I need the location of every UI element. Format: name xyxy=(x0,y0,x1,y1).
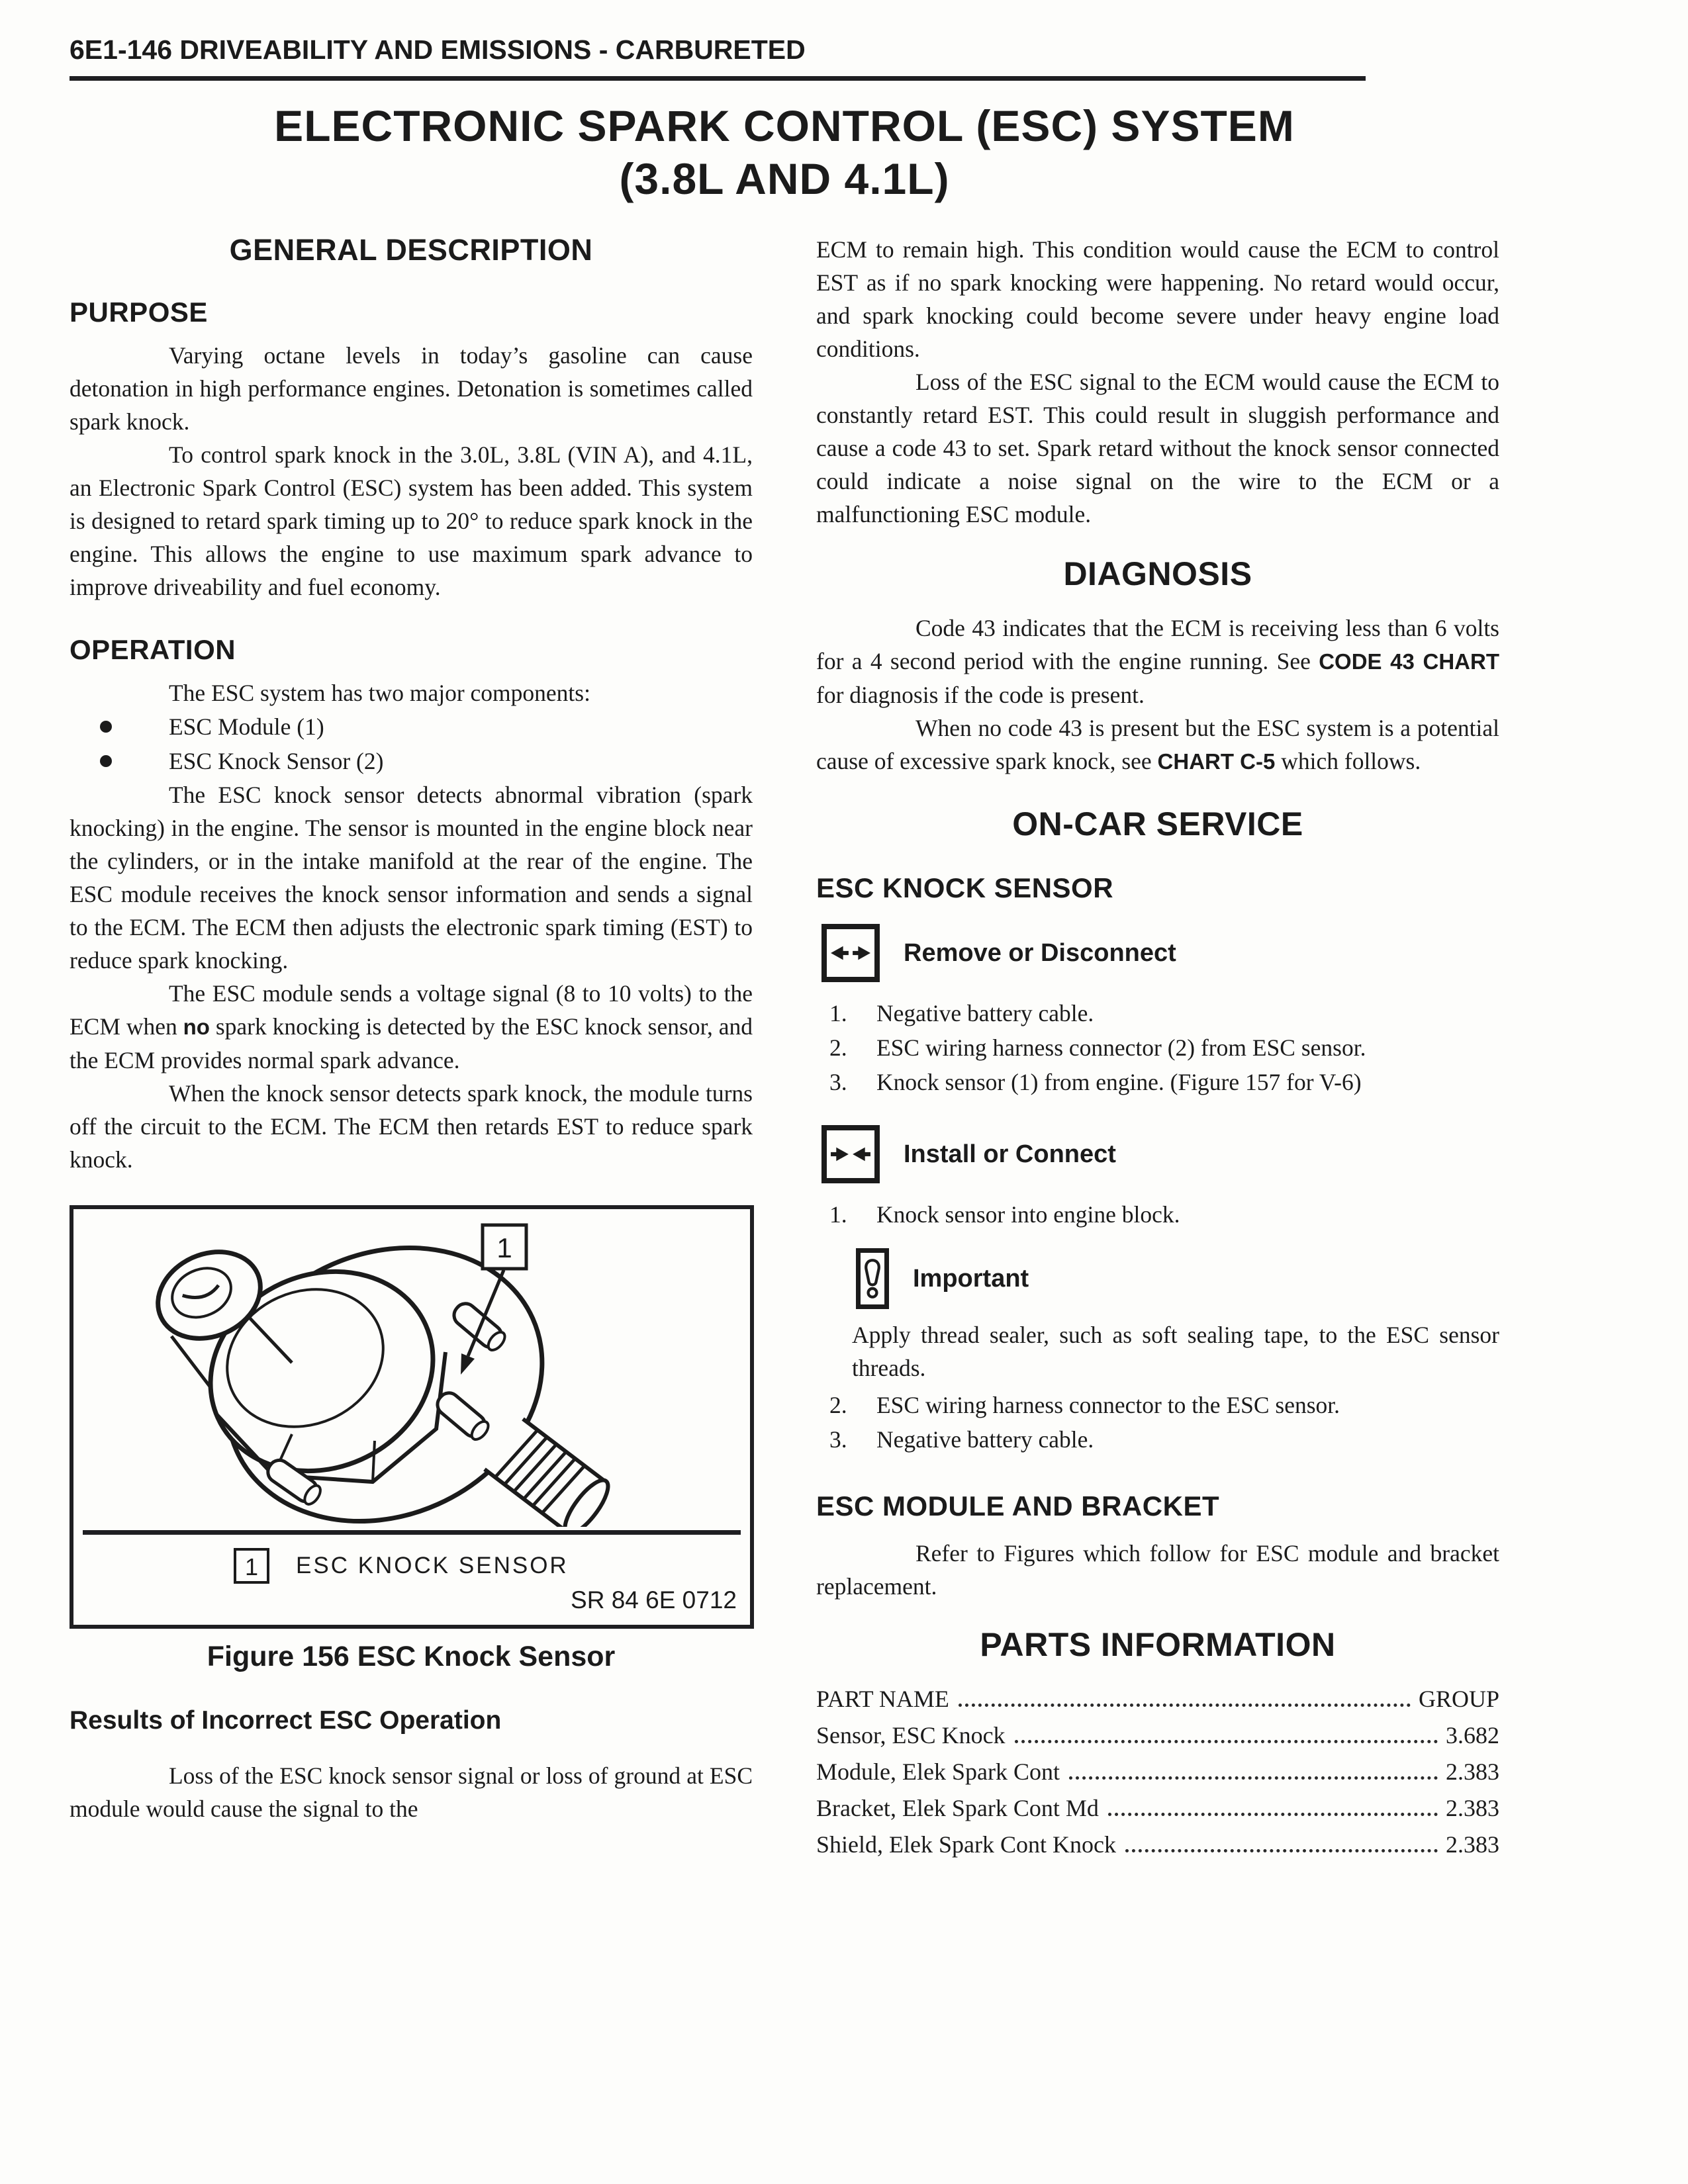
bullet-icon xyxy=(100,755,112,767)
parts-row xyxy=(816,1754,1499,1790)
step-number: 1. xyxy=(829,1000,847,1026)
step-text: Negative battery cable. xyxy=(876,1000,1094,1026)
legend-key-box: 1 xyxy=(234,1548,269,1584)
step-text: Knock sensor (1) from engine. (Figure 157 for V-6) xyxy=(876,1069,1362,1095)
part-name: Sensor, ESC Knock xyxy=(816,1722,1006,1749)
esc-module-bracket-heading: ESC MODULE AND BRACKET xyxy=(816,1490,1220,1522)
bullet-label: ESC Knock Sensor (2) xyxy=(169,748,384,774)
figure-caption: Figure 156 ESC Knock Sensor xyxy=(207,1641,616,1672)
parts-header-name: PART NAME xyxy=(816,1686,949,1712)
part-name: Bracket, Elek Spark Cont Md xyxy=(816,1795,1099,1821)
operation-intro: The ESC system has two major components: xyxy=(169,680,590,706)
text-run: When no code 43 is present but the ESC system is a potential cause of excessive spark knock, see xyxy=(816,715,1499,774)
esc-knock-sensor-heading: ESC KNOCK SENSOR xyxy=(816,872,1114,903)
purpose-paragraph-1: Varying octane levels in today’s gasoline can cause detonation in high performance engines. Detonation is sometimes called spark knock. xyxy=(70,342,753,435)
dotted-leader xyxy=(1069,1776,1438,1780)
step-text: Knock sensor into engine block. xyxy=(876,1201,1180,1228)
install-connect-row xyxy=(821,1125,1499,1183)
parts-table xyxy=(816,1681,1499,1863)
results-heading: Results of Incorrect ESC Operation xyxy=(70,1706,502,1735)
remove-step xyxy=(816,1066,1499,1099)
two-column-layout xyxy=(70,233,1499,1863)
text-run: spark knocking is detected by the ESC knock sensor, and the ECM provides normal spark advance. xyxy=(70,1013,753,1073)
module-paragraph: Refer to Figures which follow for ESC module and bracket replacement. xyxy=(816,1540,1499,1600)
text-run: The ESC module sends a voltage signal (8 to 10 volts) to the ECM when xyxy=(70,980,753,1040)
remove-disconnect-row xyxy=(821,924,1499,982)
figure-callout-number: 1 xyxy=(496,1232,512,1263)
page-title-line1: ELECTRONIC SPARK CONTROL (ESC) SYSTEM xyxy=(274,101,1295,150)
bullet-item xyxy=(70,709,753,744)
operation-heading: OPERATION xyxy=(70,634,236,665)
diagnosis-heading: DIAGNOSIS xyxy=(1063,555,1252,592)
part-name: Module, Elek Spark Cont xyxy=(816,1758,1060,1785)
step-number: 3. xyxy=(829,1426,847,1453)
step-number: 2. xyxy=(829,1392,847,1418)
emphasis-no: no xyxy=(183,1015,210,1039)
part-group: 2.383 xyxy=(1446,1758,1499,1785)
install-connect-label: Install or Connect xyxy=(904,1140,1116,1168)
part-group: 2.383 xyxy=(1446,1831,1499,1858)
dotted-leader xyxy=(1015,1740,1438,1743)
install-step xyxy=(816,1388,1499,1422)
page-title-line2: (3.8L AND 4.1L) xyxy=(619,154,950,203)
knock-sensor-illustration xyxy=(73,1216,747,1527)
parts-information-heading: PARTS INFORMATION xyxy=(980,1626,1336,1663)
remove-step xyxy=(816,997,1499,1030)
install-step xyxy=(816,1198,1499,1231)
dotted-leader xyxy=(1108,1813,1438,1816)
continuation-paragraph-1: ECM to remain high. This condition would cause the ECM to control EST as if no spark knocking were happening. No retard would occur, and spark knocking could become severe under heavy engine load conditions. xyxy=(816,236,1499,362)
right-column xyxy=(816,233,1499,1863)
step-text: ESC wiring harness connector to the ESC sensor. xyxy=(876,1392,1340,1418)
parts-row xyxy=(816,1717,1499,1754)
bullet-item xyxy=(70,744,753,778)
part-group: 2.383 xyxy=(1446,1795,1499,1821)
operation-paragraph-1: The ESC knock sensor detects abnormal vibration (spark knocking) in the engine. The sensor is mounted in the engine block near the cylinders, or in the intake manifold at the rear of the engine. The ESC module receives the knock sensor information and sends a signal to the ECM. The ECM then adjusts the electronic spark timing (EST) to reduce spark knocking. xyxy=(70,782,753,974)
diagnosis-paragraph-2 xyxy=(816,711,1499,778)
page-header: 6E1-146 DRIVEABILITY AND EMISSIONS - CARBURETED xyxy=(70,34,806,65)
header-rule xyxy=(70,76,1366,81)
remove-disconnect-icon xyxy=(821,924,880,982)
important-label: Important xyxy=(913,1264,1029,1293)
diagnosis-paragraph-1 xyxy=(816,612,1499,711)
step-number: 3. xyxy=(829,1069,847,1095)
parts-header-group: GROUP xyxy=(1418,1686,1499,1712)
bullet-label: ESC Module (1) xyxy=(169,713,324,740)
figure-legend-rule xyxy=(83,1530,741,1535)
remove-step xyxy=(816,1031,1499,1064)
figure-156 xyxy=(70,1205,754,1629)
continuation-paragraph-2: Loss of the ESC signal to the ECM would cause the ECM to constantly retard EST. This could result in sluggish performance and cause a code 43 to set. Spark retard without the knock sensor connected could indicate a noise signal on the wire to the ECM or a malfunctioning ESC module. xyxy=(816,369,1499,527)
results-paragraph: Loss of the ESC knock sensor signal or loss of ground at ESC module would cause the signal to the xyxy=(70,1762,753,1822)
operation-paragraph-3: When the knock sensor detects spark knock, the module turns off the circuit to the ECM. The ECM then retards EST to reduce spark knock. xyxy=(70,1080,753,1173)
step-text: ESC wiring harness connector (2) from ESC sensor. xyxy=(876,1034,1366,1061)
figure-reference-code: SR 84 6E 0712 xyxy=(571,1586,737,1614)
important-text: Apply thread sealer, such as soft sealing tape, to the ESC sensor threads. xyxy=(852,1322,1499,1381)
step-text: Negative battery cable. xyxy=(876,1426,1094,1453)
step-number: 2. xyxy=(829,1034,847,1061)
important-icon xyxy=(856,1248,889,1309)
important-row xyxy=(856,1248,1499,1309)
legend-label: ESC KNOCK SENSOR xyxy=(296,1553,569,1578)
parts-row xyxy=(816,1827,1499,1863)
install-step xyxy=(816,1423,1499,1456)
operation-paragraph-2 xyxy=(70,977,753,1077)
figure-legend xyxy=(234,1548,750,1584)
dotted-leader xyxy=(959,1704,1411,1707)
chart-c5-reference: CHART C-5 xyxy=(1157,749,1276,774)
page-title xyxy=(70,99,1499,205)
parts-row xyxy=(816,1790,1499,1827)
bullet-icon xyxy=(100,721,112,733)
text-run: Code 43 indicates that the ECM is receiving less than 6 volts for a 4 second period with the engine running. See xyxy=(816,615,1499,674)
text-run: for diagnosis if the code is present. xyxy=(816,682,1145,708)
parts-header-row xyxy=(816,1681,1499,1717)
left-column xyxy=(70,233,753,1863)
step-number: 1. xyxy=(829,1201,847,1228)
code-43-chart-reference: CODE 43 CHART xyxy=(1319,649,1499,674)
dotted-leader xyxy=(1125,1849,1438,1852)
on-car-service-heading: ON-CAR SERVICE xyxy=(1012,805,1303,842)
purpose-heading: PURPOSE xyxy=(70,296,208,328)
part-group: 3.682 xyxy=(1446,1722,1499,1749)
purpose-paragraph-2: To control spark knock in the 3.0L, 3.8L (VIN A), and 4.1L, an Electronic Spark Control (ESC) system has been added. This system is designed to retard spark timing up to 20° to reduce spark knock in the engine. This allows the engine to use maximum spark advance to improve driveability and fuel economy. xyxy=(70,441,753,600)
remove-disconnect-label: Remove or Disconnect xyxy=(904,938,1176,967)
general-description-heading: GENERAL DESCRIPTION xyxy=(229,233,593,267)
install-connect-icon xyxy=(821,1125,880,1183)
part-name: Shield, Elek Spark Cont Knock xyxy=(816,1831,1116,1858)
text-run: which follows. xyxy=(1275,748,1421,774)
